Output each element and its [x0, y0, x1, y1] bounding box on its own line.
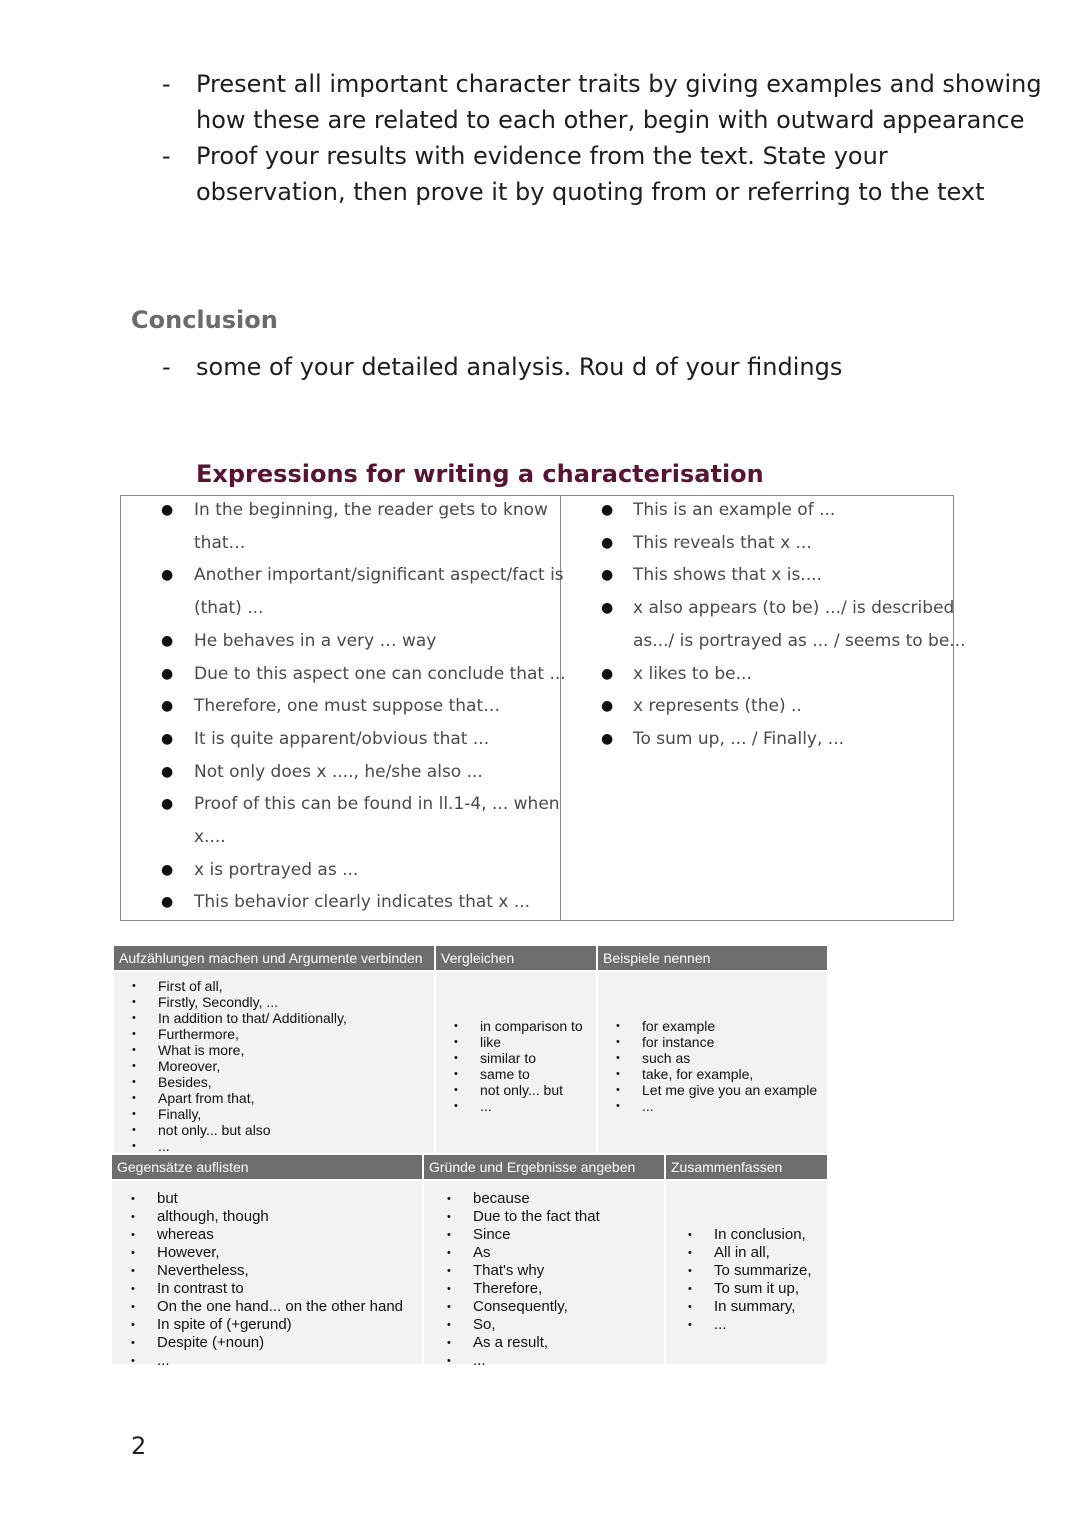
expression-text: It is quite apparent/obvious that ... — [194, 728, 490, 749]
list-item: • whereas — [157, 1226, 403, 1244]
expression-text: In the beginning, the reader gets to know — [194, 500, 548, 520]
list-item: • although, though — [157, 1208, 403, 1226]
expression-text: as.../ is portrayed as ... / seems to be... — [633, 630, 966, 651]
list-item: • like — [480, 1034, 583, 1050]
conclusion-list — [162, 349, 1042, 385]
list-item: • Apart from that, — [158, 1090, 347, 1106]
list-item: • As a result, — [473, 1334, 600, 1352]
bullet-marker: ● — [161, 861, 174, 878]
bullet-marker: ● — [161, 665, 174, 682]
expression-text: This reveals that x ... — [633, 532, 812, 553]
list-item: • Consequently, — [473, 1298, 600, 1316]
dash-marker: - — [162, 142, 171, 170]
expression-text: Not only does x ...., he/she also ... — [194, 761, 483, 782]
list-item: • In addition to that/ Additionally, — [158, 1010, 347, 1026]
list-item: • Due to the fact that — [473, 1208, 600, 1226]
examples-list — [642, 1018, 817, 1114]
expression-text: He behaves in a very … way — [194, 630, 437, 651]
expression-text: Therefore, one must suppose that… — [194, 696, 501, 717]
expressions-title: Expressions for writing a characterisation — [196, 460, 764, 488]
list-item: • ... — [157, 1352, 403, 1370]
expressions-left-column — [121, 496, 566, 920]
bullet-marker: ● — [161, 502, 174, 518]
enumerate-list — [158, 978, 347, 1154]
list-item: • Finally, — [158, 1106, 347, 1122]
list-item: • In summary, — [714, 1298, 812, 1316]
expression-text: This behavior clearly indicates that x ... — [194, 892, 531, 913]
list-item: • In spite of (+gerund) — [157, 1316, 403, 1334]
header-contrast: Gegensätze auflisten — [112, 1155, 422, 1179]
dash-marker: - — [162, 353, 171, 381]
list-item: • That's why — [473, 1262, 600, 1280]
list-item — [162, 138, 1042, 210]
expression-text: This is an example of ... — [633, 500, 836, 520]
list-item: • To sum it up, — [714, 1280, 812, 1298]
list-item: • As — [473, 1244, 600, 1262]
list-item: • take, for example, — [642, 1066, 817, 1082]
cell-examples — [598, 972, 827, 1153]
list-item: • for example — [642, 1018, 817, 1034]
bullet-marker: ● — [601, 698, 614, 715]
list-item: • Nevertheless, — [157, 1262, 403, 1280]
list-item: • such as — [642, 1050, 817, 1066]
expressions-table — [120, 495, 966, 921]
list-item-text: Proof your results with evidence from the text. State your observation, then prove it by quoting from or referring to the text — [196, 142, 985, 206]
expressions-right-column — [561, 496, 966, 920]
list-item: • ... — [473, 1352, 600, 1370]
expression-text: x also appears (to be) .../ is described — [633, 598, 955, 619]
expression-text: that… — [194, 532, 246, 553]
header-reasons: Gründe und Ergebnisse angeben — [424, 1155, 664, 1179]
list-item: • for instance — [642, 1034, 817, 1050]
list-item — [162, 66, 1042, 138]
list-item: • On the one hand... on the other hand — [157, 1298, 403, 1316]
bullet-marker: ● — [161, 698, 174, 715]
bullet-marker: ● — [161, 730, 174, 747]
list-item: • However, — [157, 1244, 403, 1262]
list-item: • not only... but — [480, 1082, 583, 1098]
summarize-list — [714, 1226, 812, 1334]
bullet-marker: ● — [601, 665, 614, 682]
list-item: • To summarize, — [714, 1262, 812, 1280]
list-item: • In contrast to — [157, 1280, 403, 1298]
list-item: • similar to — [480, 1050, 583, 1066]
list-item: • because — [473, 1190, 600, 1208]
expression-text: (that) ... — [194, 598, 264, 619]
list-item-text: some of your detailed analysis. Rou d of your findings — [196, 353, 843, 381]
bullet-marker: ● — [601, 534, 614, 551]
bullet-marker: ● — [601, 730, 614, 747]
list-item: • but — [157, 1190, 403, 1208]
list-item: • Despite (+noun) — [157, 1334, 403, 1352]
bullet-marker: ● — [161, 894, 174, 911]
header-compare: Vergleichen — [436, 946, 596, 970]
list-item: • Furthermore, — [158, 1026, 347, 1042]
expression-text: x.... — [194, 827, 226, 847]
bullet-marker: ● — [161, 763, 174, 780]
header-examples: Beispiele nennen — [598, 946, 827, 970]
expression-text: x likes to be... — [633, 663, 752, 684]
bullet-marker: ● — [601, 567, 614, 584]
compare-list — [480, 1018, 583, 1114]
list-item: • same to — [480, 1066, 583, 1082]
list-item: • ... — [714, 1316, 812, 1334]
cell-compare — [436, 972, 596, 1153]
bullet-marker: ● — [161, 632, 174, 649]
expression-text: To sum up, ... / Finally, ... — [633, 728, 844, 749]
cell-enumerate — [114, 972, 434, 1153]
conclusion-heading: Conclusion — [131, 306, 278, 334]
bullet-marker: ● — [601, 600, 614, 617]
list-item: • Besides, — [158, 1074, 347, 1090]
list-item: • So, — [473, 1316, 600, 1334]
list-item: • First of all, — [158, 978, 347, 994]
expression-text: x represents (the) .. — [633, 696, 802, 717]
contrast-list — [157, 1190, 403, 1370]
bullet-marker: ● — [161, 796, 174, 813]
cell-summarize — [666, 1181, 827, 1364]
bullet-marker: ● — [161, 567, 174, 584]
top-bullet-list — [162, 66, 1042, 210]
header-enumerate: Aufzählungen machen und Argumente verbinden — [114, 946, 434, 970]
list-item: • Therefore, — [473, 1280, 600, 1298]
reasons-list — [473, 1190, 600, 1370]
list-item: • In conclusion, — [714, 1226, 812, 1244]
list-item: • not only... but also — [158, 1122, 347, 1138]
list-item: • ... — [158, 1138, 347, 1154]
bullet-marker: ● — [601, 502, 614, 518]
list-item: • Since — [473, 1226, 600, 1244]
expression-text: This shows that x is.... — [633, 565, 822, 586]
list-item: • What is more, — [158, 1042, 347, 1058]
list-item: • ... — [480, 1098, 583, 1114]
list-item: • ... — [642, 1098, 817, 1114]
header-summarize: Zusammenfassen — [666, 1155, 827, 1179]
list-item: • Moreover, — [158, 1058, 347, 1074]
list-item-text: Present all important character traits by giving examples and showing how these are related to each other, begin with outward appearance — [196, 70, 1042, 134]
list-item: • in comparison to — [480, 1018, 583, 1034]
expression-text: Another important/significant aspect/fact is — [194, 565, 564, 586]
list-item: • All in all, — [714, 1244, 812, 1262]
list-item — [162, 349, 1042, 385]
expression-text: Proof of this can be found in ll.1-4, ... when — [194, 794, 560, 815]
page-number: 2 — [131, 1432, 147, 1460]
list-item: • Let me give you an example — [642, 1082, 817, 1098]
dash-marker: - — [162, 70, 171, 98]
list-item: • Firstly, Secondly, ... — [158, 994, 347, 1010]
expression-text: x is portrayed as ... — [194, 859, 359, 880]
expression-text: Due to this aspect one can conclude that ... — [194, 663, 566, 684]
cell-reasons — [424, 1181, 664, 1369]
cell-contrast — [112, 1181, 422, 1369]
